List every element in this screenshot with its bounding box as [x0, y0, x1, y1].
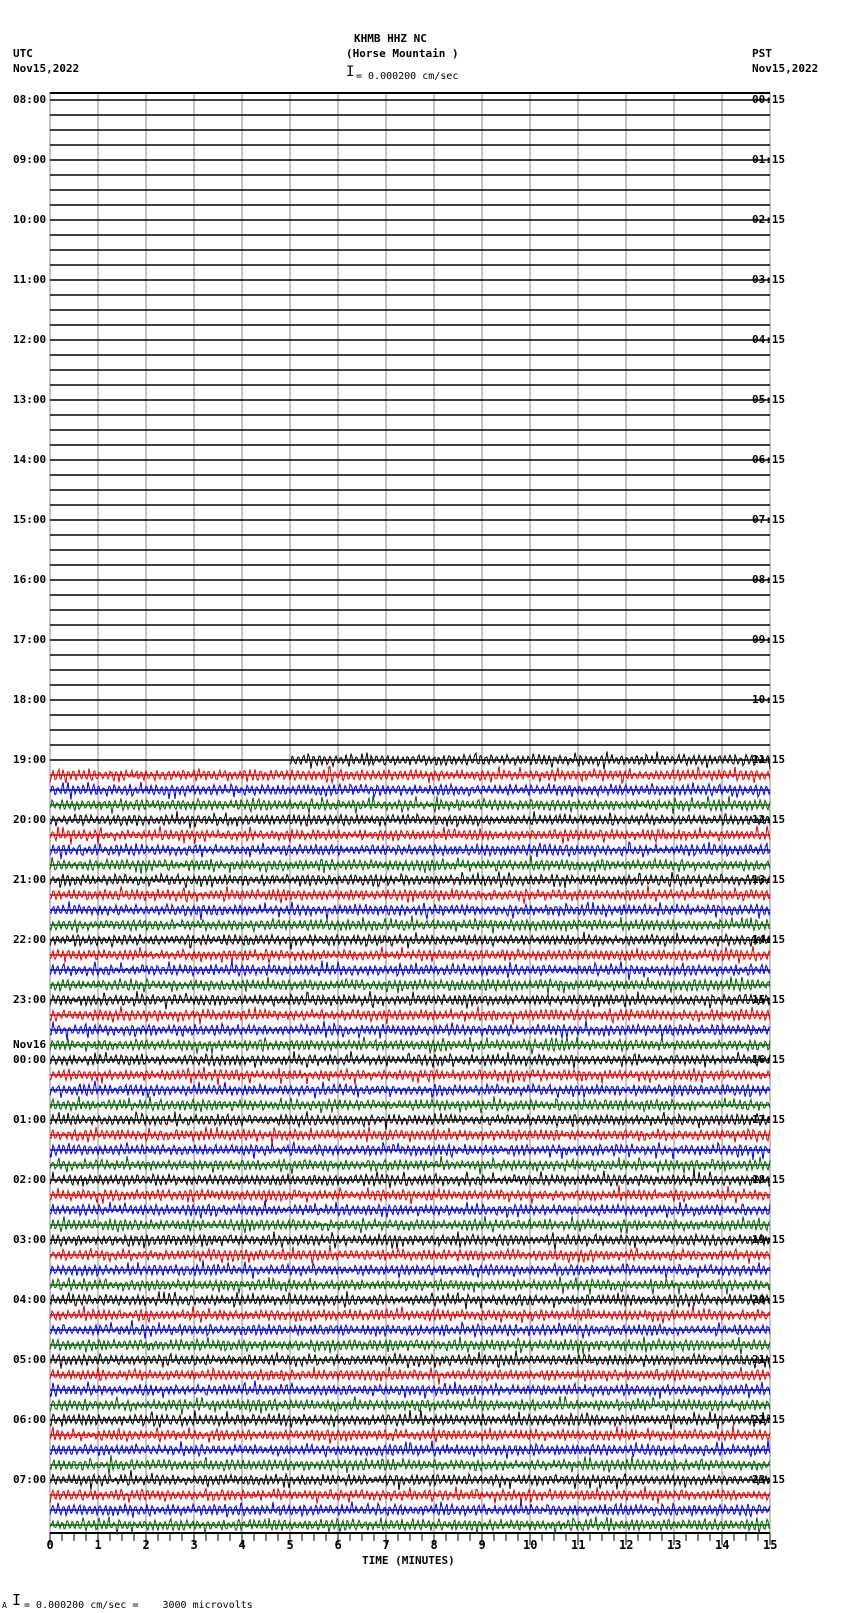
utc-hour-label: 14:00 [13, 453, 47, 466]
x-tick-label: 2 [142, 1538, 150, 1552]
pst-hour-label: 11:15 [752, 753, 786, 766]
x-tick-label: 5 [286, 1538, 294, 1552]
utc-hour-label: 09:00 [13, 153, 47, 166]
utc-hour-label: 21:00 [13, 873, 47, 886]
utc-hour-label: 23:00 [13, 993, 47, 1006]
pst-hour-label: 18:15 [752, 1173, 786, 1186]
x-tick-label: 6 [334, 1538, 342, 1552]
x-tick-label: 13 [667, 1538, 682, 1552]
utc-hour-label: 18:00 [13, 693, 47, 706]
pst-hour-label: 03:15 [752, 273, 786, 286]
utc-hour-label: 04:00 [13, 1293, 47, 1306]
utc-hour-label: 15:00 [13, 513, 47, 526]
utc-hour-label: 11:00 [13, 273, 47, 286]
utc-hour-label: 13:00 [13, 393, 47, 406]
utc-hour-label: 00:00 [13, 1053, 47, 1066]
pst-hour-label: 23:15 [752, 1473, 786, 1486]
utc-hour-label: 12:00 [13, 333, 47, 346]
pst-hour-label: 04:15 [752, 333, 786, 346]
x-tick-label: 7 [382, 1538, 390, 1552]
footer-scale-text: = 0.000200 cm/sec = 3000 microvolts [24, 1600, 253, 1611]
pst-hour-label: 21:15 [752, 1353, 786, 1366]
pst-hour-label: 06:15 [752, 453, 786, 466]
seismic-trace [50, 1067, 770, 1086]
seismic-trace [50, 1500, 770, 1517]
utc-hour-label: 10:00 [13, 213, 47, 226]
station-title: KHMB HHZ NC [354, 32, 427, 45]
footer-marker: A [2, 1601, 7, 1610]
pst-hour-label: 19:15 [752, 1233, 786, 1246]
pst-hour-label: 09:15 [752, 633, 786, 646]
pst-hour-label: 05:15 [752, 393, 786, 406]
date-change-label: Nov16 [13, 1038, 47, 1051]
utc-hour-label: 05:00 [13, 1353, 47, 1366]
x-axis-title: TIME (MINUTES) [362, 1554, 455, 1567]
utc-hour-label: 19:00 [13, 753, 47, 766]
utc-hour-label: 07:00 [13, 1473, 47, 1486]
x-tick-label: 4 [238, 1538, 246, 1552]
pst-hour-label: 20:15 [752, 1293, 786, 1306]
scale-bar-icon: I [346, 64, 355, 80]
pst-hour-label: 02:15 [752, 213, 786, 226]
station-location: (Horse Mountain ) [346, 47, 459, 60]
seismic-trace [50, 901, 770, 920]
utc-hour-label: 08:00 [13, 93, 47, 106]
pst-hour-label: 13:15 [752, 873, 786, 886]
utc-hour-label: 22:00 [13, 933, 47, 946]
pst-hour-label: 10:15 [752, 693, 786, 706]
x-tick-label: 8 [430, 1538, 438, 1552]
x-tick-label: 10 [523, 1538, 538, 1552]
utc-hour-label: 16:00 [13, 573, 47, 586]
pst-hour-label: 01:15 [752, 153, 786, 166]
pst-hour-label: 07:15 [752, 513, 786, 526]
right-timezone: PST [752, 47, 772, 60]
footer-scale-bar-icon: I [12, 1591, 22, 1609]
utc-hour-label: 17:00 [13, 633, 47, 646]
x-tick-label: 3 [190, 1538, 198, 1552]
x-tick-label: 12 [619, 1538, 634, 1552]
utc-hour-label: 03:00 [13, 1233, 47, 1246]
seismic-trace [50, 1142, 770, 1160]
x-tick-label: 0 [46, 1538, 54, 1552]
pst-hour-label: 08:15 [752, 573, 786, 586]
right-date: Nov15,2022 [752, 62, 819, 75]
pst-hour-label: 17:15 [752, 1113, 786, 1126]
x-tick-label: 9 [478, 1538, 486, 1552]
pst-hour-label: 22:15 [752, 1413, 786, 1426]
utc-hour-label: 01:00 [13, 1113, 47, 1126]
utc-hour-label: 20:00 [13, 813, 47, 826]
x-tick-label: 1 [94, 1538, 102, 1552]
pst-hour-label: 16:15 [752, 1053, 786, 1066]
utc-hour-label: 06:00 [13, 1413, 47, 1426]
scale-text: = 0.000200 cm/sec [356, 71, 459, 82]
pst-hour-label: 15:15 [752, 993, 786, 1006]
x-tick-label: 11 [571, 1538, 586, 1552]
x-tick-label: 14 [715, 1538, 730, 1552]
utc-hour-label: 02:00 [13, 1173, 47, 1186]
x-tick-label: 15 [763, 1538, 778, 1552]
left-timezone: UTC [13, 47, 33, 60]
pst-hour-label: 12:15 [752, 813, 786, 826]
left-date: Nov15,2022 [13, 62, 80, 75]
pst-hour-label: 14:15 [752, 933, 786, 946]
pst-hour-label: 00:15 [752, 93, 786, 106]
